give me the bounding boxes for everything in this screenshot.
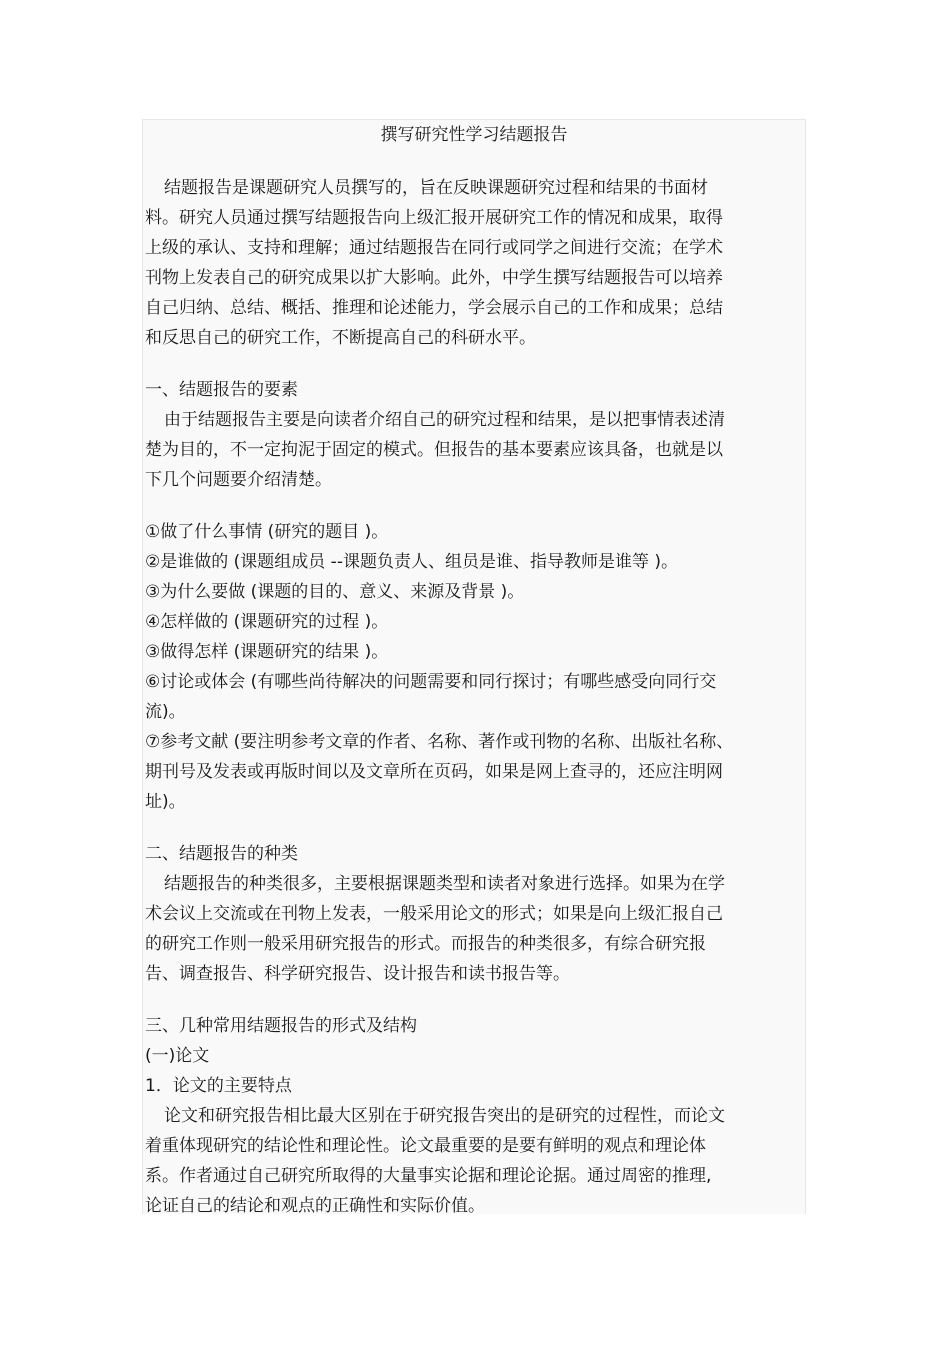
element-item: ②是谁做的 (课题组成员 --课题负责人、组员是谁、指导教师是谁等 )。 — [145, 552, 678, 572]
section3-heading: 三、几种常用结题报告的形式及结构 — [145, 1016, 417, 1036]
section3-body-line: 论证自己的结论和观点的正确性和实际价值。 — [145, 1196, 485, 1214]
section1-body-line: 下几个问题要介绍清楚。 — [145, 470, 332, 490]
section2-heading: 二、结题报告的种类 — [145, 844, 298, 864]
section3-body-line: 论文和研究报告相比最大区别在于研究报告突出的是研究的过程性，而论文 — [164, 1106, 725, 1126]
intro-line: 料。研究人员通过撰写结题报告向上级汇报开展研究工作的情况和成果，取得 — [145, 208, 723, 228]
element-item: 期刊号及发表或再版时间以及文章所在页码，如果是网上查寻的，还应注明网 — [145, 762, 723, 782]
section3-subheading: 1．论文的主要特点 — [145, 1076, 292, 1096]
intro-line: 刊物上发表自己的研究成果以扩大影响。此外，中学生撰写结题报告可以培养 — [145, 268, 723, 288]
intro-line: 上级的承认、支持和理解；通过结题报告在同行或同学之间进行交流；在学术 — [145, 238, 723, 258]
section3-subheading: (一)论文 — [145, 1046, 210, 1066]
section3-body-line: 着重体现研究的结论性和理论性。论文最重要的是要有鲜明的观点和理论体 — [145, 1136, 706, 1156]
element-item: ①做了什么事情 (研究的题目 )。 — [145, 522, 389, 542]
intro-line: 自己归纳、总结、概括、推理和论述能力，学会展示自己的工作和成果；总结 — [145, 298, 723, 318]
section3-body-line: 系。作者通过自己研究所取得的大量事实论据和理论论据。通过周密的推理, — [145, 1166, 712, 1186]
section1-body-line: 楚为目的，不一定拘泥于固定的模式。但报告的基本要素应该具备，也就是以 — [145, 440, 723, 460]
document-page — [142, 119, 806, 1214]
document-title: 撰写研究性学习结题报告 — [380, 125, 568, 145]
element-item: ③为什么要做 (课题的目的、意义、来源及背景 )。 — [145, 582, 525, 602]
section1-body-line: 由于结题报告主要是向读者介绍自己的研究过程和结果，是以把事情表述清 — [164, 410, 725, 430]
element-item: 流)。 — [145, 702, 186, 722]
intro-line: 和反思自己的研究工作，不断提高自己的科研水平。 — [145, 328, 536, 348]
section2-body-line: 的研究工作则一般采用研究报告的形式。而报告的种类很多，有综合研究报 — [145, 934, 706, 954]
section2-body-line: 结题报告的种类很多，主要根据课题类型和读者对象进行选择。如果为在学 — [164, 874, 725, 894]
section2-body-line: 术会议上交流或在刊物上发表，一般采用论文的形式；如果是向上级汇报自己 — [145, 904, 723, 924]
section1-heading: 一、结题报告的要素 — [145, 380, 298, 400]
element-item: 址)。 — [145, 792, 186, 812]
element-item: ⑥讨论或体会 (有哪些尚待解决的问题需要和同行探讨；有哪些感受向同行交 — [145, 672, 717, 692]
element-item: ⑦参考文献 (要注明参考文章的作者、名称、著作或刊物的名称、出版社名称、 — [145, 732, 734, 752]
element-item: ④怎样做的 (课题研究的过程 )。 — [145, 612, 389, 632]
section2-body-line: 告、调查报告、科学研究报告、设计报告和读书报告等。 — [145, 964, 570, 984]
intro-line: 结题报告是课题研究人员撰写的，旨在反映课题研究过程和结果的书面材 — [164, 178, 708, 198]
element-item: ③做得怎样 (课题研究的结果 )。 — [145, 642, 389, 662]
